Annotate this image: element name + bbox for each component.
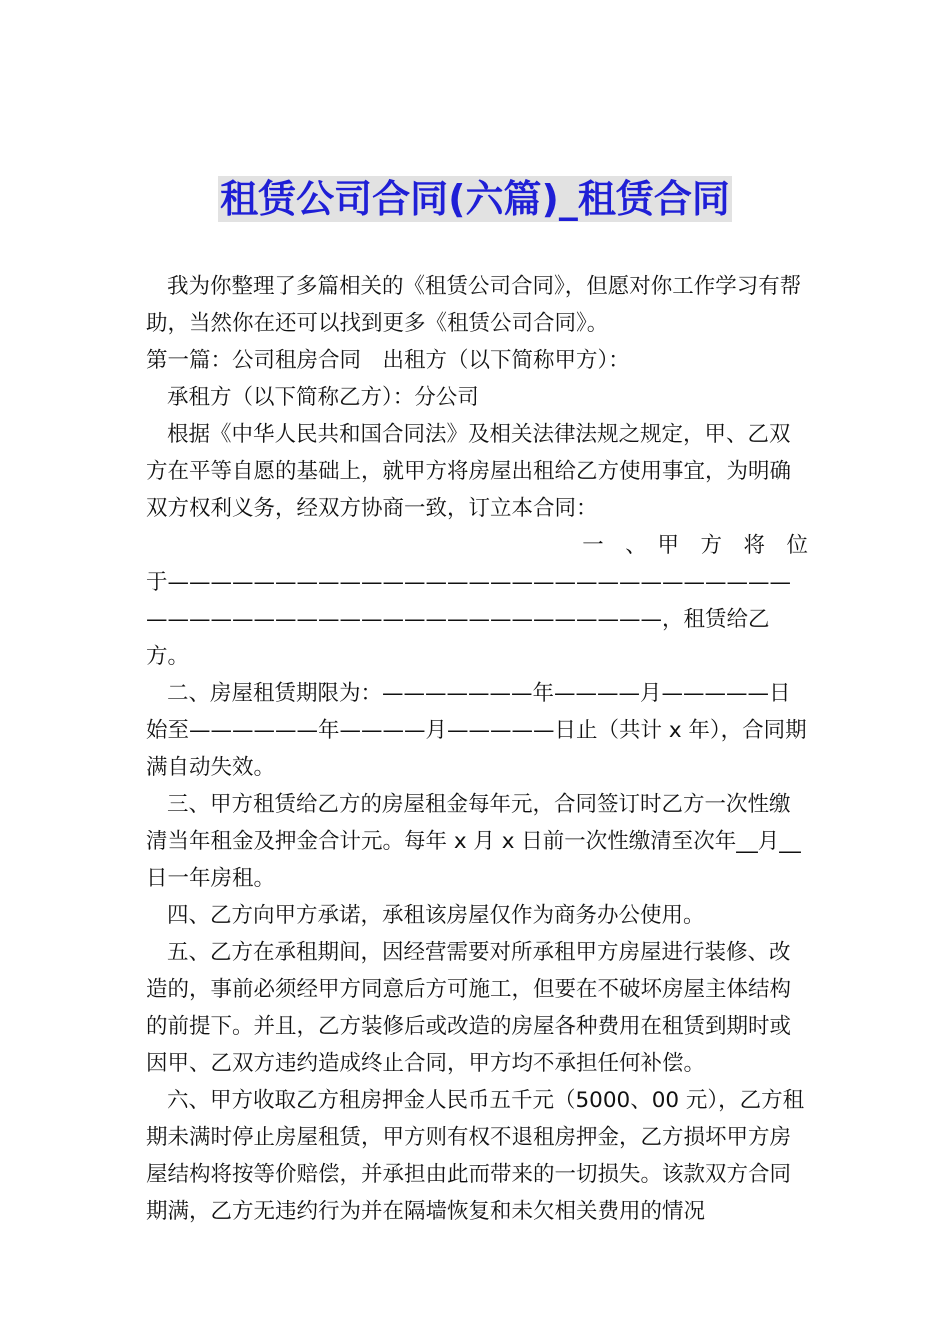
clause-4: 四、乙方向甲方承诺，承租该房屋仅作为商务办公使用。 bbox=[167, 903, 705, 928]
paragraph-legal-basis: 根据《中华人民共和国合同法》及相关法律法规之规定，甲、乙双方在平等自愿的基础上，就甲方将房屋出租给乙方使用事宜，为明确双方权利义务，经双方协商一致，订立本合同： bbox=[146, 422, 792, 521]
title-container bbox=[0, 176, 950, 222]
clause-5: 五、乙方在承租期间，因经营需要对所承租甲方房屋进行装修、改造的，事前必须经甲方同意后方可施工，但要在不破坏房屋主体结构的前提下。并且，乙方装修后或改造的房屋各种费用在租赁到期时或因甲、乙双方违约造成终止合同，甲方均不承担任何补偿。 bbox=[146, 940, 792, 1076]
clause-1-line-3: ————————————————————————，租赁给乙方。 bbox=[146, 607, 770, 669]
paragraph-lessee: 承租方（以下简称乙方）：分公司 bbox=[167, 385, 479, 410]
clause-1-line-1: 一 、 甲 方 将 位 bbox=[582, 533, 808, 558]
clause-6: 六、甲方收取乙方租房押金人民币五千元（5000、00 元），乙方租期未满时停止房屋租赁，甲方则有权不退租房押金，乙方损坏甲方房屋结构将按等价赔偿，并承担由此而带来的一切损失。该款双方合同期满，乙方无违约行为并在隔墙恢复和未欠相关费用的情况 bbox=[146, 1088, 805, 1224]
clause-1-line-2: 于————————————————————————————— bbox=[146, 570, 792, 595]
clause-3: 三、甲方租赁给乙方的房屋租金每年元，合同签订时乙方一次性缴清当年租金及押金合计元。每年 x 月 x 日前一次性缴清至次年__月__日一年房租。 bbox=[146, 792, 801, 891]
document-body bbox=[146, 268, 808, 1230]
clause-2: 二、房屋租赁期限为：———————年————月—————日始至——————年————月—————日止（共计 x 年），合同期满自动失效。 bbox=[146, 681, 807, 780]
paragraph-part-one-heading: 第一篇：公司租房合同 出租方（以下简称甲方）： bbox=[146, 348, 630, 373]
paragraph-intro: 我为你整理了多篇相关的《租赁公司合同》，但愿对你工作学习有帮助，当然你在还可以找到更多《租赁公司合同》。 bbox=[146, 274, 802, 336]
document-title: 租赁公司合同(六篇)_租赁合同 bbox=[220, 177, 730, 221]
